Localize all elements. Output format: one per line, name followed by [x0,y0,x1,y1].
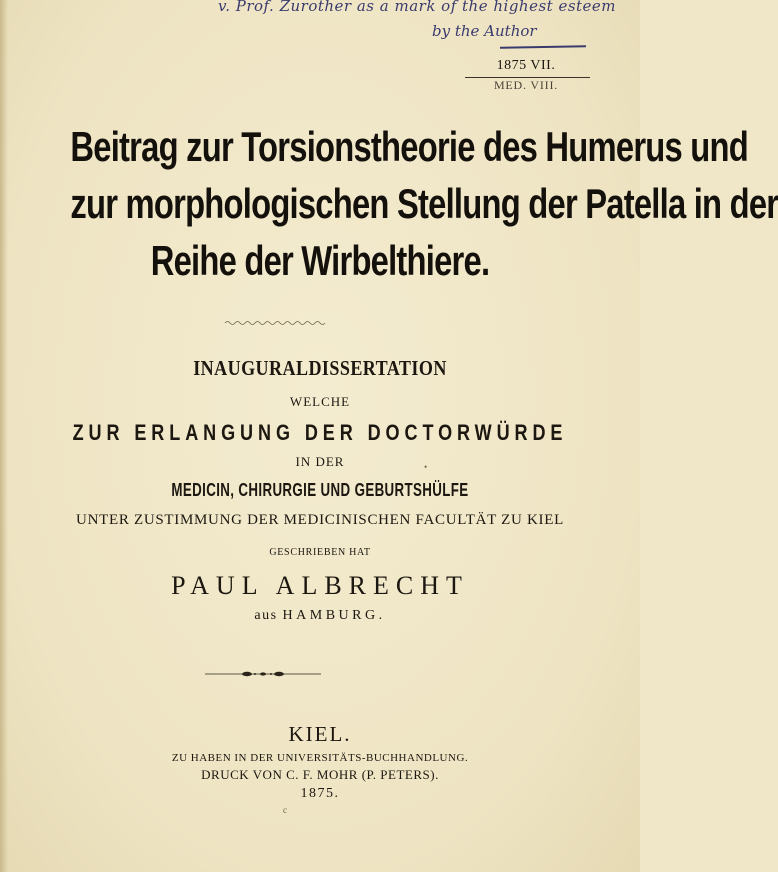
handwritten-dedication-line1: v. Prof. Zurother as a mark of the highest esteem [218,0,617,15]
written-by-text: GESCHRIEBEN HAT [269,547,371,558]
imprint-city: KIEL. [288,722,352,746]
dissertation-title [0,118,778,289]
handwritten-dedication-line2: by the Author [432,22,537,40]
paper-speck: • [424,462,428,472]
shelfmark-section: MED. VIII. [493,78,559,92]
wavy-divider [225,319,325,327]
faculties-line: MEDICIN, CHIRURGIE UND GEBURTSHÜLFE [171,480,469,500]
title-line-3: Reihe der Wirbelthiere. [150,237,490,284]
title-line-1: Beitrag zur Torsionstheorie des Humerus und [70,123,748,170]
imprint-year: 1875. [300,786,340,801]
title-line-2: zur morphologischen Stellung der Patella in der [70,180,778,227]
imprint-bookshop: ZU HABEN IN DER UNIVERSITÄTS-BUCHHANDLUNG. [171,752,469,764]
doctor-degree-line: ZUR ERLANGUNG DER DOCTORWÜRDE [72,420,568,445]
author-origin [0,608,640,624]
ornamental-rule [205,669,321,679]
handwritten-underline [500,45,586,49]
origin-prefix: aus [254,608,278,623]
origin-city: HAMBURG. [282,608,386,623]
shelfmark-year: 1875 VII. [496,58,556,73]
paper-mark: c [283,805,287,815]
consent-line: UNTER ZUSTIMMUNG DER MEDICINISCHEN FACULTÄT ZU KIEL [76,512,564,528]
in-der-text: IN DER [295,454,345,469]
inaugural-heading: INAUGURALDISSERTATION [193,356,447,380]
welche-text: WELCHE [289,394,351,409]
imprint-printer: DRUCK VON C. F. MOHR (P. PETERS). [201,767,439,782]
author-name: PAUL ALBRECHT [171,571,469,600]
